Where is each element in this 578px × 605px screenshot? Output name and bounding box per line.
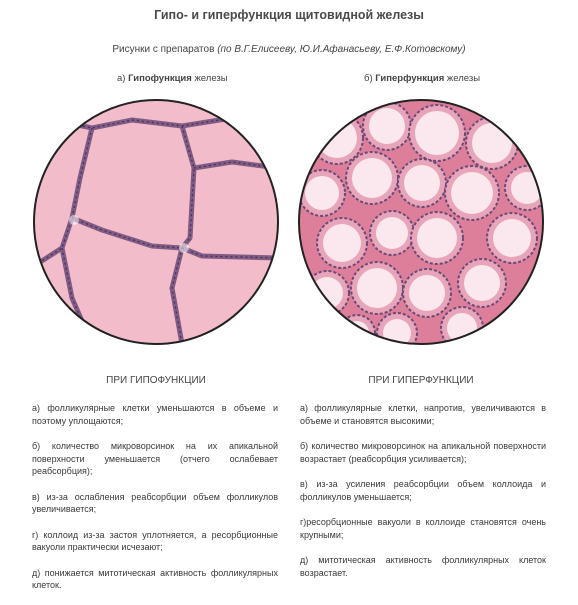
hyper-item: а) фолликулярные клетки, напротив, увеличиваются в объеме и становятся высокими; <box>300 403 546 426</box>
follicle-lumen <box>451 172 493 214</box>
follicle-lumen <box>472 123 512 163</box>
figure-label-hypo-rest: железы <box>194 73 228 84</box>
hypo-item: в) из-за ослабления реабсорбции объем фолликулов увеличивается; <box>32 491 278 514</box>
hyper-item: в) из-за усиления реабсорбции объем коллоида и фолликулов уменьшается; <box>300 479 546 502</box>
follicle-lumen <box>417 218 457 258</box>
caption-prefix: Рисунки с препаратов <box>112 44 215 55</box>
hyper-item: д) митотическая активность фолликулярных клеток возрастает. <box>300 555 546 578</box>
follicle-lumen <box>447 313 477 343</box>
figure-label-hyper-bold: Гиперфункция <box>375 73 445 84</box>
follicle-lumen <box>323 224 361 262</box>
follicle-lumen <box>317 118 357 158</box>
follicle-lumen <box>357 268 397 308</box>
hyper-list <box>300 402 546 592</box>
hyper-item: б) количество микроворсинок на апикальной поверхности возрастает (реабсорбция усиливается); <box>300 441 546 464</box>
figure-letter-b: б) <box>364 73 373 84</box>
figure-label-hypo-bold: Гипофункция <box>128 73 192 84</box>
hypo-item: д) понижается митотическая активность фолликулярных клеток. <box>32 567 278 590</box>
hyper-item: г)ресорбционные вакуоли в коллоиде становятся очень крупными; <box>300 517 546 540</box>
follicle-lumen <box>404 165 440 201</box>
figure-label-hyper-rest: железы <box>446 73 481 84</box>
figure-letter-a: а) <box>117 73 126 84</box>
hypo-heading: ПРИ ГИПОФУНКЦИИ <box>106 375 206 386</box>
follicle-lumen <box>464 265 500 301</box>
hypo-list <box>32 402 278 605</box>
follicle-epithelium <box>339 315 375 346</box>
follicle-lumen <box>376 217 408 249</box>
hypo-item: а) фолликулярные клетки уменьшаются в объеме и поэтому уплощаются; <box>32 403 278 426</box>
hyper-heading: ПРИ ГИПЕРФУНКЦИИ <box>368 375 474 386</box>
figure-source-caption <box>0 44 578 55</box>
hypo-item: г) коллоид из-за застоя уплотняется, а ресорбционные вакуоли практически исчезают; <box>32 529 278 552</box>
follicle-lumen <box>305 176 339 210</box>
hypofunction-micrograph <box>32 98 280 346</box>
follicle-lumen <box>345 321 369 345</box>
follicle-lumen <box>493 219 531 257</box>
follicle-lumen <box>352 158 392 198</box>
hyperfunction-micrograph <box>297 98 545 346</box>
page-title: Гипо- и гиперфункция щитовидной железы <box>154 8 424 22</box>
figure-label-hypo <box>117 73 228 84</box>
follicle-lumen <box>369 108 405 144</box>
hypo-item: б) количество микроворсинок на их апикальной поверхности уменьшается (отчего ослабевает реабсорбция); <box>32 441 278 476</box>
follicle-lumen <box>409 275 445 311</box>
figure-label-hyper <box>364 73 480 84</box>
caption-authors: (по В.Г.Елисееву, Ю.И.Афанасьеву, Е.Ф.Котовскому) <box>217 44 466 55</box>
follicle-lumen <box>415 111 459 155</box>
